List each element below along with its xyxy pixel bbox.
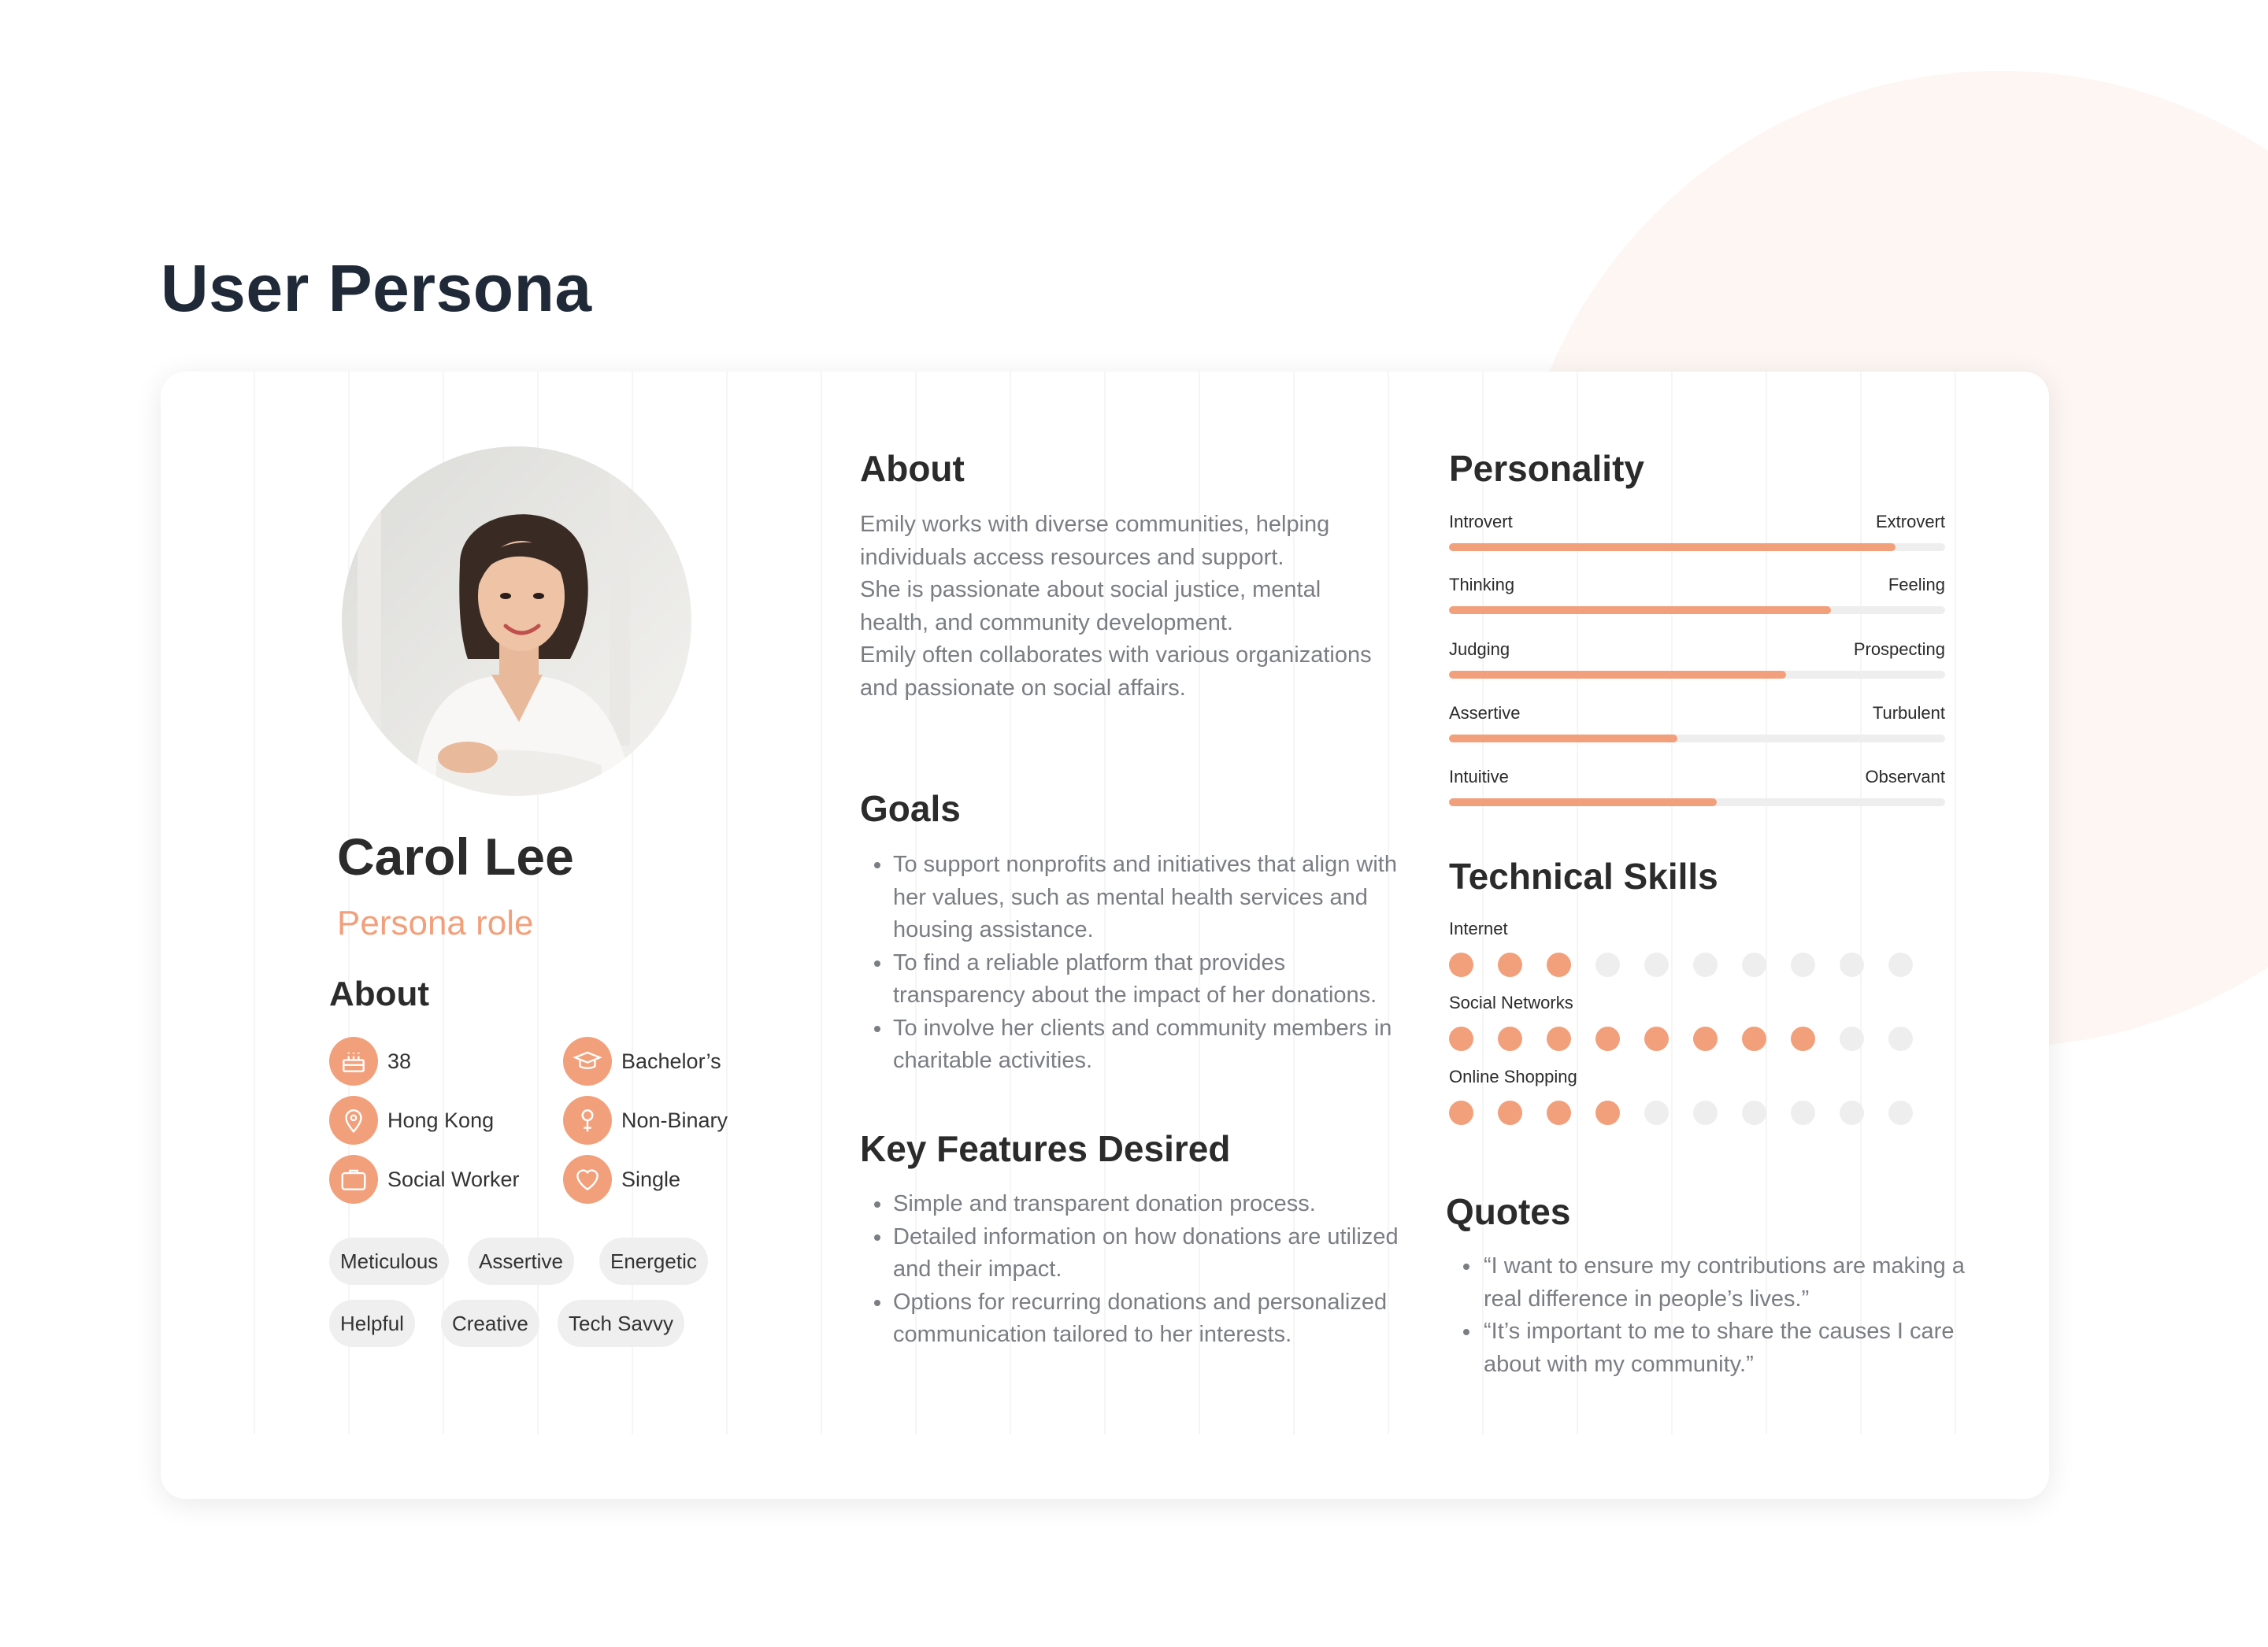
list-item: Detailed information on how donations are utilized and their impact. [869, 1221, 1421, 1286]
trait-fill [1449, 543, 1896, 551]
persona-card [161, 372, 2049, 1499]
skill-dot [1595, 1101, 1620, 1125]
trait-track [1449, 671, 1945, 679]
trait-track [1449, 543, 1945, 551]
skill-rating [1449, 1101, 1913, 1125]
skill-dot [1888, 1101, 1913, 1125]
trait-tag: Creative [441, 1300, 539, 1347]
list-item: To find a reliable platform that provides transparency about the impact of her donations. [869, 947, 1421, 1012]
trait-left-label: Introvert [1449, 512, 1513, 531]
skill-dot [1840, 1101, 1864, 1125]
features-title: Key Features Desired [860, 1128, 1231, 1169]
persona-photo [342, 446, 691, 796]
attribute-gender: Non-Binary [563, 1096, 728, 1145]
trait-track [1449, 735, 1945, 742]
skill-dot [1498, 1101, 1522, 1125]
trait-fill [1449, 735, 1677, 742]
skill-dot [1693, 1101, 1718, 1125]
graduation-cap-icon [563, 1037, 612, 1086]
skill-dot [1840, 1027, 1864, 1051]
skill-dot [1595, 1027, 1620, 1051]
skill-dot [1449, 1101, 1473, 1125]
skill-dot [1742, 1027, 1766, 1051]
trait-track [1449, 606, 1945, 614]
skill-dot [1547, 953, 1571, 977]
profile-about-title: About [329, 975, 430, 1013]
attribute-age: 38 [329, 1037, 411, 1086]
skill-dot [1449, 953, 1473, 977]
quotes-title: Quotes [1446, 1191, 1571, 1232]
skill-dot [1547, 1101, 1571, 1125]
personality-trait [1449, 575, 1945, 614]
skill-dot [1693, 1027, 1718, 1051]
skill-dot [1791, 1101, 1815, 1125]
quote-item: “It’s important to me to share the causes I care about with my community.” [1449, 1316, 2000, 1381]
gender-icon [563, 1096, 612, 1145]
skill-dot [1449, 1027, 1473, 1051]
attribute-education: Bachelor’s [563, 1037, 721, 1086]
about-title: About [860, 448, 965, 489]
trait-left-label: Thinking [1449, 575, 1515, 594]
skill-rating [1449, 1027, 1913, 1051]
goals-list [869, 849, 1421, 1078]
skill-label: Online Shopping [1449, 1067, 1577, 1086]
skill-dot [1888, 1027, 1913, 1051]
persona-role: Persona role [337, 904, 534, 942]
trait-left-label: Intuitive [1449, 767, 1509, 786]
about-text [860, 509, 1388, 705]
quotes-list [1449, 1250, 2000, 1381]
skill-dot [1840, 953, 1864, 977]
trait-tag: Energetic [599, 1238, 708, 1285]
trait-tag: Assertive [468, 1238, 574, 1285]
trait-right-label: Extrovert [1875, 512, 1945, 531]
list-item: Options for recurring donations and personalized communication tailored to her interests. [869, 1286, 1421, 1352]
list-item: Simple and transparent donation process. [869, 1188, 1421, 1221]
skill-label: Social Networks [1449, 993, 1573, 1012]
grid-line [726, 372, 728, 1434]
skill-dot [1595, 953, 1620, 977]
skill-dot [1791, 1027, 1815, 1051]
personality-trait [1449, 512, 1945, 551]
trait-fill [1449, 671, 1786, 679]
skill-dot [1742, 1101, 1766, 1125]
attribute-relationship: Single [563, 1155, 680, 1204]
skill-dot [1498, 1027, 1522, 1051]
personality-title: Personality [1449, 448, 1644, 489]
personality-trait [1449, 767, 1945, 806]
persona-name: Carol Lee [337, 827, 574, 886]
about-paragraph: She is passionate about social justice, mental health, and community development. [860, 577, 1321, 635]
skill-dot [1888, 953, 1913, 977]
trait-fill [1449, 606, 1831, 614]
cake-icon [329, 1037, 378, 1086]
trait-fill [1449, 798, 1717, 806]
skill-dot [1742, 953, 1766, 977]
trait-right-label: Prospecting [1853, 639, 1945, 659]
attribute-occupation: Social Worker [329, 1155, 520, 1204]
skill-dot [1693, 953, 1718, 977]
attribute-location: Hong Kong [329, 1096, 494, 1145]
trait-right-label: Feeling [1888, 575, 1945, 594]
skill-dot [1791, 953, 1815, 977]
trait-track [1449, 798, 1945, 806]
trait-tag: Meticulous [329, 1238, 449, 1285]
trait-right-label: Observant [1865, 767, 1945, 786]
skill-label: Internet [1449, 919, 1508, 938]
briefcase-icon [329, 1155, 378, 1204]
trait-tag: Tech Savvy [558, 1300, 684, 1347]
skill-dot [1644, 1027, 1669, 1051]
skill-dot [1547, 1027, 1571, 1051]
personality-trait [1449, 639, 1945, 679]
quote-item: “I want to ensure my contributions are making a real difference in people’s lives.” [1449, 1250, 2000, 1316]
skill-rating [1449, 953, 1913, 977]
goals-title: Goals [860, 788, 961, 829]
grid-line [254, 372, 255, 1434]
about-paragraph: Emily often collaborates with various organizations and passionate on social affairs. [860, 642, 1372, 701]
trait-left-label: Judging [1449, 639, 1510, 659]
list-item: To involve her clients and community members in charitable activities. [869, 1012, 1421, 1078]
skill-dot [1644, 953, 1669, 977]
trait-left-label: Assertive [1449, 703, 1521, 723]
location-pin-icon [329, 1096, 378, 1145]
about-paragraph: Emily works with diverse communities, helping individuals access resources and support. [860, 512, 1330, 570]
page-title: User Persona [161, 251, 592, 325]
personality-trait [1449, 703, 1945, 742]
grid-line [821, 372, 822, 1434]
list-item: To support nonprofits and initiatives that align with her values, such as mental health services and housing assistance. [869, 849, 1421, 947]
skill-dot [1498, 953, 1522, 977]
trait-tag: Helpful [329, 1300, 415, 1347]
trait-right-label: Turbulent [1872, 703, 1945, 723]
heart-icon [563, 1155, 612, 1204]
skill-dot [1644, 1101, 1669, 1125]
skills-title: Technical Skills [1449, 856, 1718, 897]
features-list [869, 1188, 1421, 1352]
